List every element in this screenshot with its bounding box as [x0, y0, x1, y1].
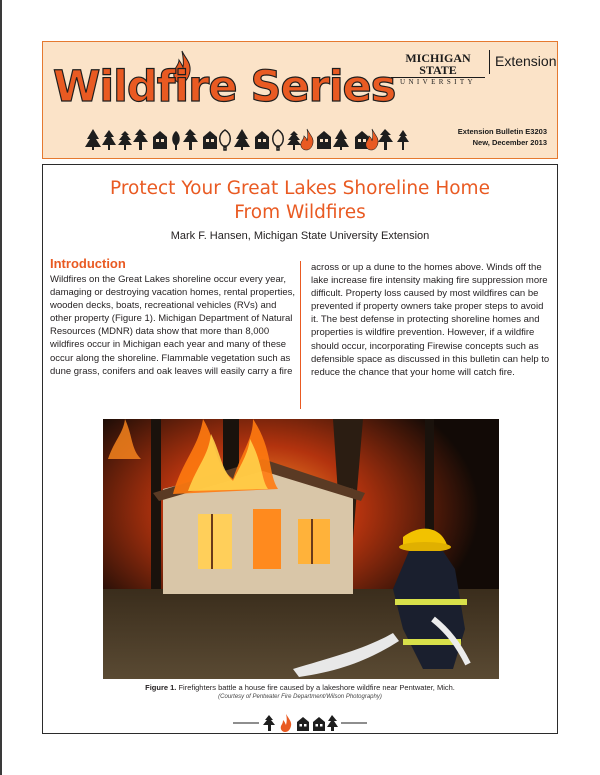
figure-caption	[43, 683, 557, 693]
bulletin-date: New, December 2013	[472, 138, 547, 147]
page-edge	[0, 0, 2, 775]
article-title	[43, 177, 557, 225]
bulletin-info	[458, 126, 547, 148]
series-title: Wildfire Series	[53, 62, 396, 112]
footer-ornament-icons	[233, 713, 367, 733]
body-text-right-column: across or up a dune to the homes above. Winds off the lake increase fire intensity making fire suppression more difficult. Property loss caused by most wildfires can be prevented if property owners take proper steps to avoid it. The best defense in protecting shoreline homes and properties is wildfire prevention. However, if a wildfire should occur, incorporating Firewise concepts such as defensible space as discussed in this bulletin can help to reduce the chance that your home will catch fire.	[311, 262, 550, 378]
msu-extension-label: Extension	[495, 53, 557, 69]
article-box	[42, 164, 558, 734]
msu-logo	[391, 52, 485, 87]
figure-credit: (Courtesy of Pentwater Fire Department/Wilson Photography)	[218, 694, 382, 700]
section-heading-introduction: Introduction	[50, 256, 126, 271]
series-banner	[42, 41, 558, 159]
article-title-line-2: From Wildfires	[234, 202, 366, 223]
body-text-left-column: Wildfires on the Great Lakes shoreline occur every year, damaging or destroying vacation homes, rental properties, wooden decks, boats, recreational vehicles (RVs) and other property (Figure 1). Michigan Department of Natural Resources (MDNR) data show that more than 8,000 wildfires occur in Michigan each year and many of these occur along the shoreline. Flammable vegetation such as dune grass, conifers and oak leaves will easily carry a fire	[50, 274, 296, 377]
tree-house-icon-row	[85, 127, 445, 151]
msu-logo-subtitle: UNIVERSITY	[400, 78, 476, 86]
figure-1-photo	[103, 419, 499, 679]
bulletin-number: Extension Bulletin E3203	[457, 127, 547, 136]
logo-divider	[489, 50, 490, 74]
article-title-line-1: Protect Your Great Lakes Shoreline Home	[110, 178, 490, 199]
msu-logo-name: MICHIGAN STATE	[391, 52, 485, 78]
figure-caption-text: Firefighters battle a house fire caused by a lakeshore wildfire near Pentwater, Mich.	[176, 683, 455, 692]
figure-caption-label: Figure 1.	[145, 683, 177, 692]
column-divider	[300, 261, 301, 409]
author-byline: Mark F. Hansen, Michigan State University Extension	[170, 230, 430, 242]
